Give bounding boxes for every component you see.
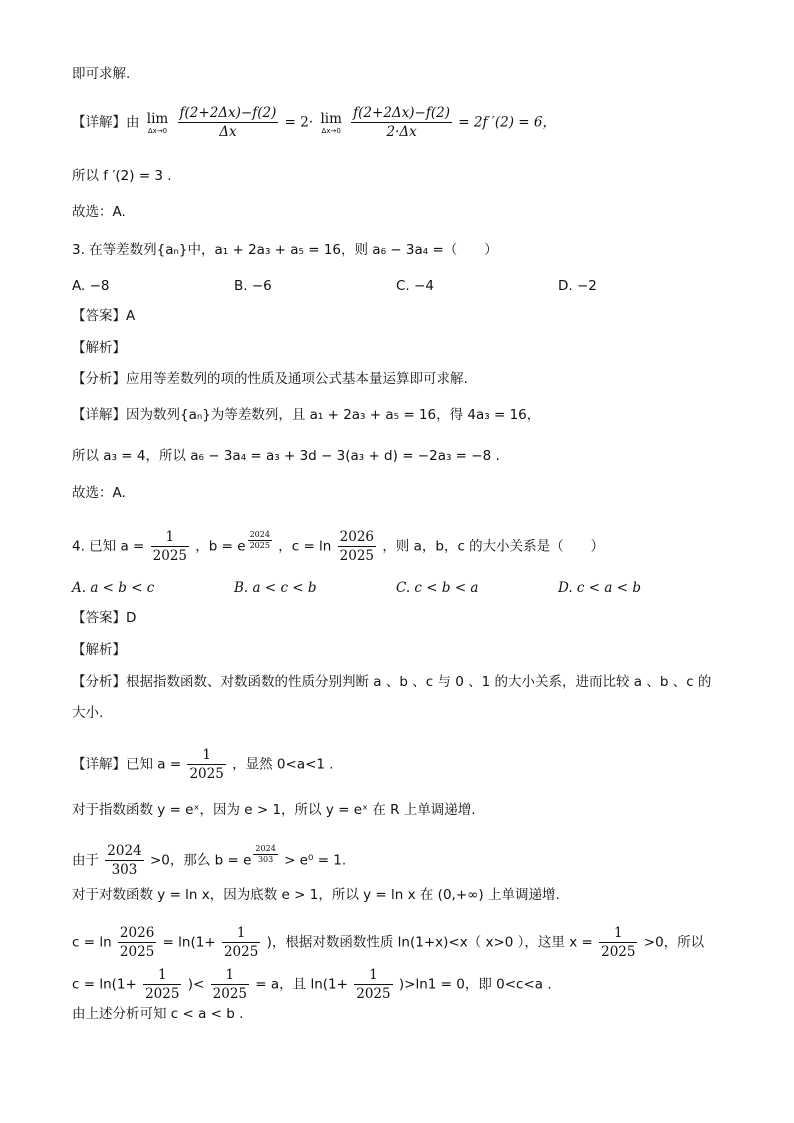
question-3: 3. 在等差数列{aₙ}中，a₁ + 2a₃ + a₅ = 16，则 a₆ − 3a₄ =（ ） xyxy=(72,242,498,258)
option-b: B. a < c < b xyxy=(234,580,317,596)
detail-line xyxy=(72,842,346,879)
option-c: C. −4 xyxy=(396,278,434,294)
analysis-label: 【解析】 xyxy=(72,340,126,356)
detail-tag: 【详解】由 xyxy=(72,114,140,131)
detail-line: 对于对数函数 y = ln x，因为底数 e > 1，所以 y = ln x 在 (0,+∞) 上单调递增. xyxy=(72,887,560,903)
detail-line: 对于指数函数 y = eˣ，因为 e > 1，所以 y = eˣ 在 R 上单调递增. xyxy=(72,802,476,818)
math-text: = ln(1+ xyxy=(162,934,216,951)
option-a: A. a < b < c xyxy=(72,580,155,596)
analysis-text: 【分析】应用等差数列的项的性质及通项公式基本量运算即可求解. xyxy=(72,371,468,387)
math-text: = 2f ′(2) = 6， xyxy=(458,114,556,131)
detail-line xyxy=(72,924,704,961)
math-text: ，b = e xyxy=(195,538,246,555)
limit-operator: lim Δx→0 xyxy=(320,110,342,135)
math-text: = 2· xyxy=(284,114,314,131)
text-line: 即可求解. xyxy=(72,66,131,82)
math-text: 4. 已知 a = xyxy=(72,538,145,555)
math-text: >0，所以 xyxy=(643,934,705,951)
exponent-fraction: 2024 303 xyxy=(255,843,276,864)
text-line: 故选：A. xyxy=(72,485,126,501)
detail-line xyxy=(72,746,334,783)
fraction: $\frac{2024}{303}$ xyxy=(107,843,142,878)
fraction: $\frac{2026}{2025}$ xyxy=(119,925,155,960)
fraction: $\frac{1}{2025}$ xyxy=(601,925,636,960)
answer-label: 【答案】A xyxy=(72,308,136,324)
fraction: $\frac{2026}{2025}$ xyxy=(339,529,375,564)
option-d: D. c < a < b xyxy=(558,580,641,596)
math-text: c = ln(1+ xyxy=(72,976,137,993)
math-text: )< xyxy=(187,976,205,993)
math-text: >0，那么 b = e xyxy=(149,852,252,869)
fraction: $\frac{f(2+2\Delta x)-f(2)}{2\cdot\Delta x}$ xyxy=(353,105,450,140)
question-4 xyxy=(72,528,604,565)
fraction: $\frac{1}{2025}$ xyxy=(145,967,180,1002)
detail-text: 所以 a₃ = 4，所以 a₆ − 3a₄ = a₃ + 3d − 3(a₃ + d) = −2a₃ = −8 . xyxy=(72,448,500,464)
fraction: $\frac{1}{2025}$ xyxy=(356,967,391,1002)
fraction: $\frac{f(2+2\Delta x)-f(2)}{\Delta x}$ xyxy=(179,105,277,140)
text-line: 故选：A. xyxy=(72,204,126,220)
fraction: $\frac{1}{2025}$ xyxy=(152,529,187,564)
conclusion-line: 由上述分析可知 c < a < b . xyxy=(72,1006,244,1022)
fraction: $\frac{1}{2025}$ xyxy=(223,925,259,960)
math-text: = a，且 ln(1+ xyxy=(255,976,348,993)
math-text: > e⁰ = 1. xyxy=(284,852,347,869)
fraction: $\frac{1}{2025}$ xyxy=(212,967,247,1002)
exponent-fraction: 2024 2025 xyxy=(249,529,270,550)
option-b: B. −6 xyxy=(234,278,272,294)
math-text: ，c = ln xyxy=(278,538,332,555)
analysis-text: 大小. xyxy=(72,705,104,721)
analysis-label: 【解析】 xyxy=(72,642,126,658)
math-text: ，则 a，b，c 的大小关系是（ ） xyxy=(382,538,605,555)
detail-line xyxy=(72,966,552,1003)
math-text: 【详解】已知 a = xyxy=(72,756,182,773)
math-text: )>ln1 = 0，即 0<c<a . xyxy=(398,976,552,993)
math-text: )，根据对数函数性质 ln(1+x)<x（ x>0 ），这里 x = xyxy=(266,934,593,951)
option-c: C. c < b < a xyxy=(396,580,479,596)
math-text: c = ln xyxy=(72,934,112,951)
answer-label: 【答案】D xyxy=(72,610,137,626)
math-text: ，显然 0<a<1 . xyxy=(232,756,334,773)
limit-equation-line xyxy=(72,104,556,141)
option-d: D. −2 xyxy=(558,278,597,294)
math-text: 由于 xyxy=(72,852,99,869)
option-a: A. −8 xyxy=(72,278,110,294)
fraction: $\frac{1}{2025}$ xyxy=(189,747,224,782)
text-line: 所以 f ′(2) = 3 . xyxy=(72,168,172,184)
detail-text: 【详解】因为数列{aₙ}为等差数列，且 a₁ + 2a₃ + a₅ = 16，得 4a₃ = 16， xyxy=(72,407,541,423)
analysis-text: 【分析】根据指数函数、对数函数的性质分别判断 a 、b 、c 与 0 、1 的大小关系，进而比较 a 、b 、c 的 xyxy=(72,674,712,690)
limit-operator: lim Δx→0 xyxy=(146,110,169,135)
